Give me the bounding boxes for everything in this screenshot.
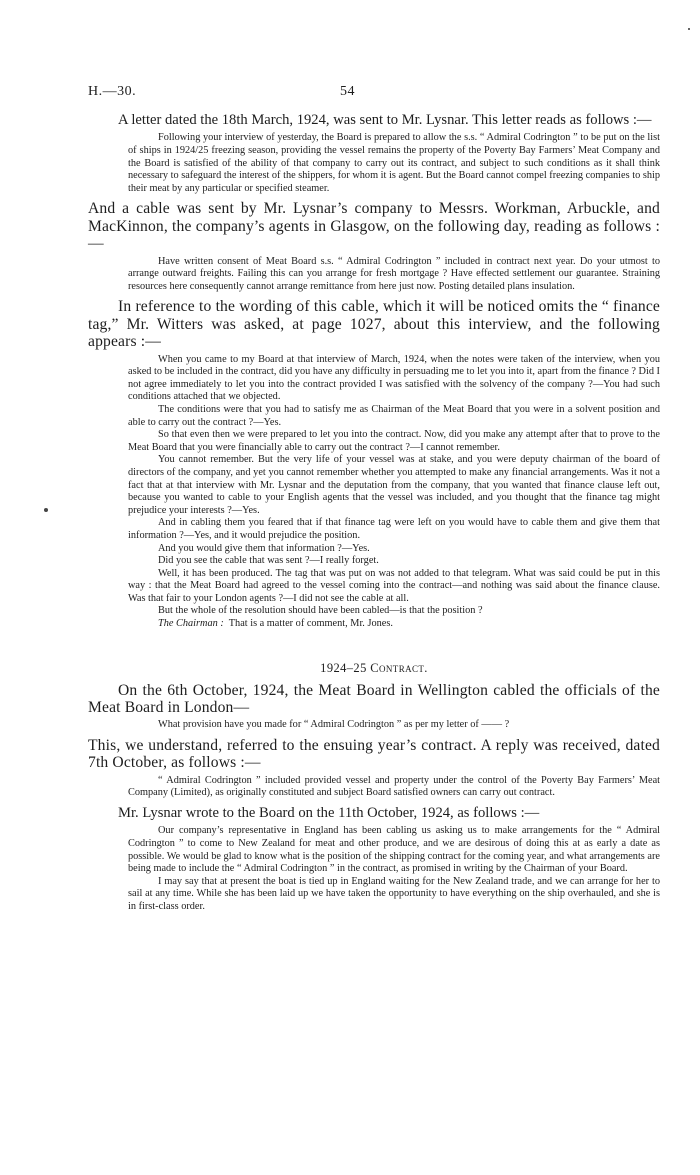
paragraph-evidence-intro: In reference to the wording of this cable, which it will be noticed omits the “ finance tag,” Mr. Witters was asked, at page 1027, about this interview, and the following appears :— <box>88 298 660 351</box>
series-reference: H.—30. <box>88 84 137 99</box>
page-body <box>88 110 660 919</box>
paragraph-lysnar-letter-intro: Mr. Lysnar wrote to the Board on the 11th October, 1924, as follows :— <box>118 805 540 822</box>
quote-text: Following your interview of yesterday, the Board is prepared to allow the s.s. “ Admiral Codrington ” to be put on the list of ships in 1924/25 freezing season, providing the vessel remains the property of the Poverty Bay Farmers’ Meat Company and the Board is satisfied of the ability of that company to carry out its contract, and subject to such conditions as it shall think necessary to safeguard the interest of the shippers, for whom it is agent. But the Board cannot compel freezing companies to ship their meat by any particular or specified steamer. <box>128 132 660 194</box>
evidence-paragraph: But the whole of the resolution should have been cabled—is that the position ? <box>158 605 483 617</box>
scan-mark <box>688 28 690 30</box>
paragraph-cable-intro: And a cable was sent by Mr. Lysnar’s company to Messrs. Workman, Arbuckle, and MacKinnon, the company’s agents in Glasgow, on the following day, reading as follows :— <box>88 200 660 253</box>
evidence-paragraph: And in cabling them you feared that if that finance tag were left on you would have to cable them and give them that information ?—Yes, and it would prejudice the position. <box>128 517 660 541</box>
quote-cable <box>88 256 660 294</box>
quote-text: What provision have you made for “ Admiral Codrington ” as per my letter of —— ? <box>158 719 510 731</box>
quote-text: Have written consent of Meat Board s.s. “ Admiral Codrington ” included in contract next year. Do your utmost to arrange outward freights. Failing this can you arrange for fresh mortgage ? Have effected settlement our guarantee. Straining resources here consequently cannot arrange remittance from here just now. Posting detailed plans insulation. <box>128 255 660 292</box>
chairman-text: That is a matter of comment, Mr. Jones. <box>228 618 393 630</box>
paragraph-october-cable: On the 6th October, 1924, the Meat Board in Wellington cabled the officials of the Meat Board in London— <box>88 681 660 717</box>
page-number: 54 <box>340 84 355 99</box>
section-heading <box>88 661 660 676</box>
quote-lysnar-letter <box>88 825 660 913</box>
evidence-paragraph: Well, it has been produced. The tag that was put on was not added to that telegram. What was said could be put in this way : that the Meat Board had agreed to the vessel coming into the contract—and nothing was said about the finance clause. Was that fair to your London agents ?—I did not see the cable at all. <box>128 567 660 604</box>
section-year: 1924–25 <box>320 660 367 675</box>
quote-text: “ Admiral Codrington ” included provided vessel and property under the control of the Poverty Bay Farmers’ Meat Company (Limited), as originally constituted and subject Board satisfied owners can carry out contract. <box>128 774 660 799</box>
evidence-paragraph: When you came to my Board at that interview of March, 1924, when the notes were taken of the interview, when you asked to be included in the contract, did you have any difficulty in persuading me to let you into it, apart from the finance ? Did I not agree immediately to let you into the contract provided I was satisfied with the solvency of the company ?—You had such conditions attached that we objected. <box>128 353 660 403</box>
quote-letter <box>88 132 660 195</box>
quote-provision <box>88 719 660 732</box>
letter-paragraph: Our company’s representative in England has been cabling us asking us to make arrangements for the “ Admiral Codrington ” to come to New Zealand for meat and other produce, and we are desirous of doing this at as early a date as possible. We would be glad to know what is the position of the shipping contract for the coming year, and what arrangements are being made to include the “ Admiral Codrington ” in the contract, as promised in writing by the Chairman of your Board. <box>128 825 660 875</box>
evidence-block <box>88 354 660 631</box>
paragraph-letter-intro: A letter dated the 18th March, 1924, was sent to Mr. Lysnar. This letter reads as follows :— <box>118 112 652 128</box>
evidence-paragraph: You cannot remember. But the very life of your vessel was at stake, and you were deputy chairman of the board of directors of the company, and yet you cannot remember whether you attempted to make any financial arrangements. Was it not a fact that at that interview with Mr. Lysnar and the deputation from the company, that you wanted that finance clause left out, because you wanted to cable to your English agents that the vessel was included, and you thought that the finance tag might prejudice your interests ?—Yes. <box>128 454 660 516</box>
chairman-remark <box>128 618 660 631</box>
chairman-label: The Chairman : <box>158 618 224 630</box>
letter-paragraph: I may say that at present the boat is tied up in England waiting for the New Zealand trade, and we can arrange for her to sail at any time. While she has been laid up we have taken the opportunity to have everything on the ship overhauled, and she is in first-class order. <box>128 875 660 913</box>
evidence-paragraph: The conditions were that you had to satisfy me as Chairman of the Meat Board that you were in a solvent position and able to carry out the contract ?—Yes. <box>128 403 660 428</box>
paragraph-reply-intro: This, we understand, referred to the ensuing year’s contract. A reply was received, dated 7th October, as follows :— <box>88 737 660 772</box>
quote-reply <box>88 775 660 800</box>
section-title: Contract. <box>370 660 428 675</box>
evidence-paragraph: So that even then we were prepared to let you into the contract. Now, did you make any attempt after that to prove to the Meat Board that you were financially able to carry out the contract ?—I cannot remember. <box>128 429 660 453</box>
evidence-paragraph: And you would give them that information ?—Yes. <box>158 542 370 554</box>
margin-dot <box>44 508 48 512</box>
evidence-paragraph: Did you see the cable that was sent ?—I really forget. <box>158 555 379 567</box>
